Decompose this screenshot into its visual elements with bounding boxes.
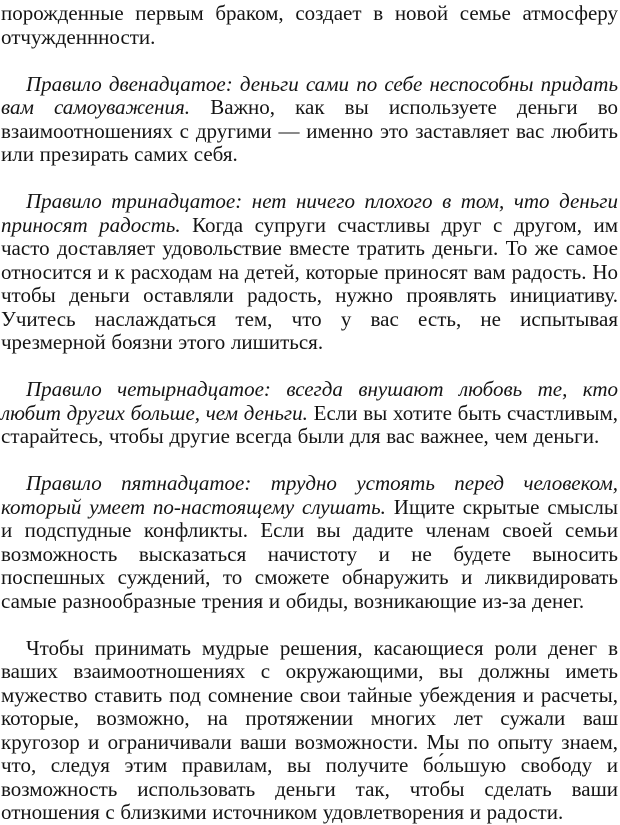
paragraph-rule-15: [1, 472, 618, 613]
paragraph-continuation: [1, 2, 618, 49]
rule-13-heading: Правило тринадцатое: нет ничего плохого в том, что деньги приносят радость.: [1, 189, 618, 237]
paragraph-rule-14: [1, 378, 618, 449]
rule-14-text: Если вы хотите быть счастливым, старайтесь, чтобы другие всегда были для вас важнее, чем деньги.: [1, 400, 618, 448]
rule-12-heading: Правило двенадцатое: деньги сами по себе неспособны придать вам самоуважения.: [1, 71, 618, 119]
rule-15-heading: Правило пятнадцатое: трудно устоять перед человеком, который умеет по-настоящему слушать.: [1, 471, 618, 519]
paragraph-closing-text: Чтобы принимать мудрые решения, касающиеся роли денег в ваших взаимоотношениях с окружающими, вы должны иметь мужество ставить под сомнение свои тайные убеждения и расчеты, которые, возможно, на протяжении многих лет сужали ваш кругозор и ограничивали ваши возможности. Мы по опыту знаем, что, следуя этим правилам, вы получите бо́льшую свободу и возможность использовать деньги так, чтобы сделать ваши отношения с близкими источником удовлетворения и радости.: [1, 635, 618, 824]
paragraph-continuation-text: порожденные первым браком, создает в новой семье атмосферу отчужденнности.: [1, 1, 618, 49]
rule-13-text: Когда супруги счастливы друг с другом, им часто доставляет удовольствие вместе тратить деньги. То же самое относится и к расходам на детей, которые приносят вам радость. Но чтобы деньги оставляли радость, нужно проявлять инициативу. Учитесь наслаждаться тем, что у вас есть, не испытывая чрезмерной боязни этого лишиться.: [1, 212, 618, 354]
rule-14-heading: Правило четырнадцатое: всегда внушают любовь те, кто любит других больше, чем деньги.: [1, 377, 618, 425]
paragraph-rule-12: [1, 73, 618, 167]
rule-15-text: Ищите скрытые смыслы и подспудные конфликты. Если вы дадите членам своей семьи возможность высказаться начистоту и не будете выносить поспешных суждений, то сможете обнаружить и ликвидировать самые разнообразные трения и обиды, возникающие из-за денег.: [1, 494, 619, 613]
rule-12-text: Важно, как вы используете деньги во взаимоотношениях с другими — именно это заставляет вас любить или презирать самих себя.: [1, 95, 618, 166]
paragraph-closing: [1, 637, 618, 825]
paragraph-rule-13: [1, 190, 618, 355]
